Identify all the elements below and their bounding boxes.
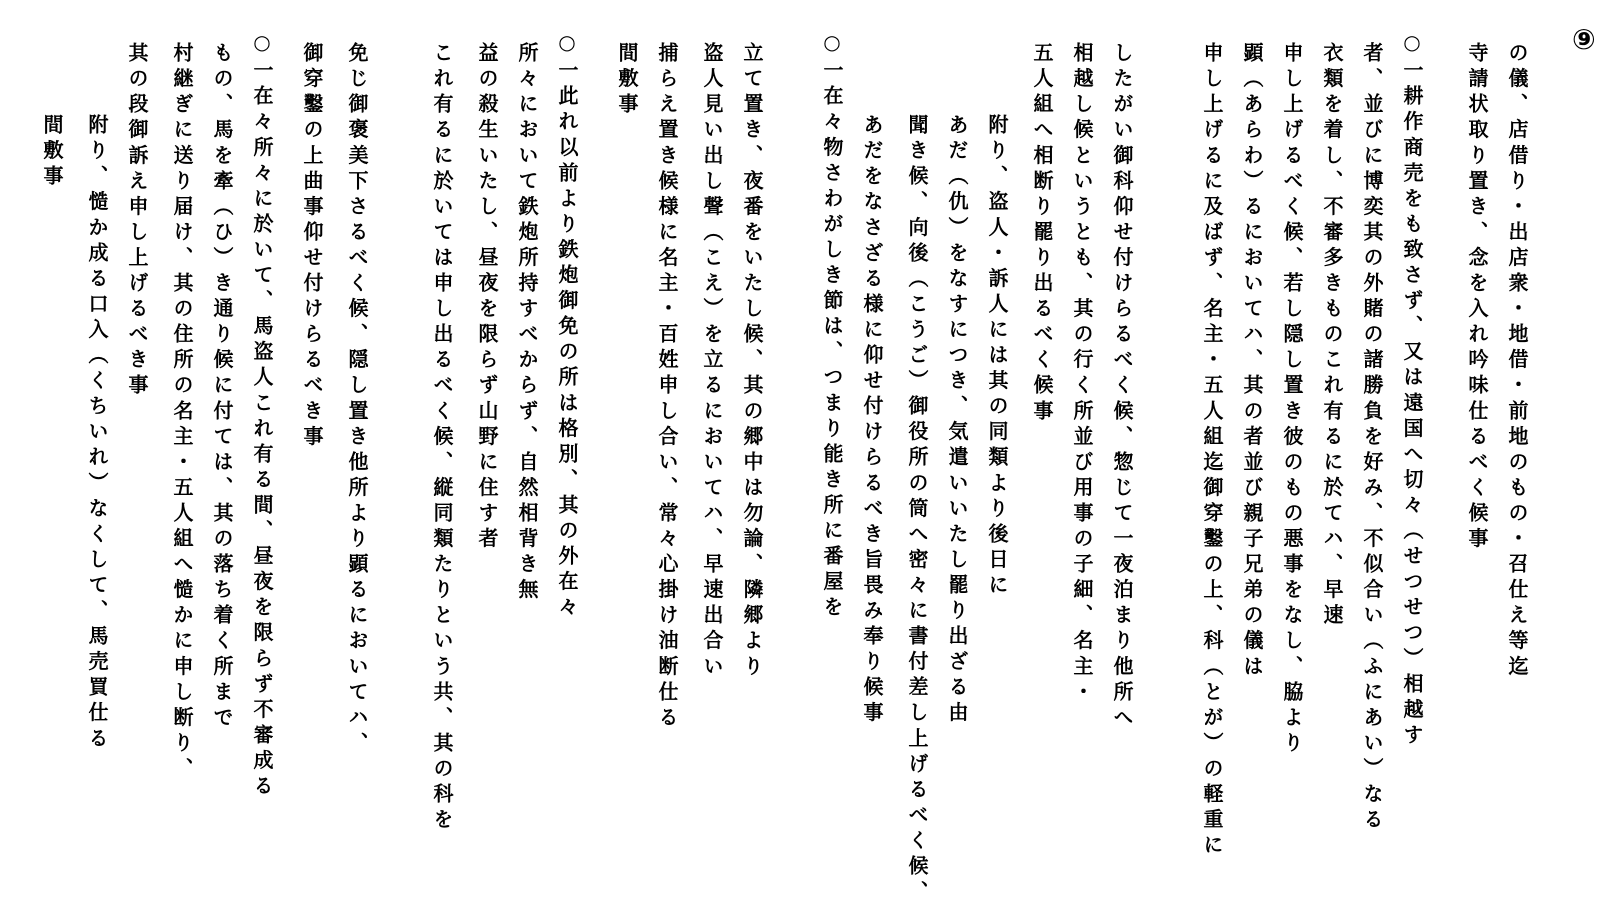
text-column-24: これ有るに於いては申し出るべく候、縦同類たりという共、其の科を	[430, 42, 454, 835]
text-column-32: 間敷事	[40, 114, 64, 191]
text-column-12: 附り、盗人・訴人には其の同類より後日に	[985, 114, 1009, 600]
text-column-28: もの、馬を牽（ひ）き通り候に付ては、其の落ち着く所まで	[210, 42, 234, 732]
text-column-13: あだ（仇）をなすにつき、気遣いいたし罷り出ざる由	[945, 114, 969, 728]
text-column-3: ○一耕作商売をも致さず、又は遠国へ切々（せつせつ）相越す	[1400, 30, 1424, 750]
text-column-14: 聞き候、向後（こうご）御役所の筒へ密々に書付差し上げるべく候、	[905, 114, 929, 906]
text-column-17: 立て置き、夜番をいたし候、其の郷中は勿論、隣郷より	[740, 42, 764, 681]
text-column-16: ○一在々物さわがしき節は、つまり能き所に番屋を	[820, 30, 844, 622]
text-column-26: 御穿鑿の上曲事仰せ付けらるべき事	[300, 42, 324, 451]
text-column-9: したがい御科仰せ付けらるべく候、惣じて一夜泊まり他所へ	[1110, 42, 1134, 732]
text-column-19: 捕らえ置き候様に名主・百姓申し合い、常々心掛け油断仕る	[655, 42, 679, 732]
text-column-31: 附り、慥か成る口入（くちいれ）なくして、馬売買仕る	[85, 114, 109, 753]
text-column-23: 益の殺生いたし、昼夜を限らず山野に住す者	[475, 42, 499, 553]
text-column-6: 申し上げるべく候、若し隠し置き彼のもの悪事をなし、脇より	[1280, 42, 1304, 758]
text-column-4: 者、並びに博奕其の外賭の諸勝負を好み、不似合い（ふにあい）なる	[1360, 42, 1384, 835]
text-column-27: ○一在々所々に於いて、馬盗人これ有る間、昼夜を限らず不審成る	[250, 30, 274, 801]
text-column-20: 間敷事	[615, 42, 639, 119]
text-column-1: の儀、店借り・出店衆・地借・前地のもの・召仕え等迄	[1505, 42, 1529, 681]
text-column-8: 申し上げるに及ばず、名主・五人組迄御穿鑿の上、科（とが）の軽重に	[1200, 42, 1224, 860]
text-column-25: 免じ御褒美下さるべく候、隠し置き他所より顕るにおいてハ、	[345, 42, 369, 758]
text-column-7: 顕（あらわ）るにおいてハ、其の者並び親子兄弟の儀は	[1240, 42, 1264, 681]
text-column-2: 寺請状取り置き、念を入れ吟味仕るべく候事	[1465, 42, 1489, 553]
text-column-30: 其の段御訴え申し上げるべき事	[125, 42, 149, 400]
text-column-10: 相越し候というとも、其の行く所並び用事の子細、名主・	[1070, 42, 1094, 707]
text-column-22: 所々において鉄炮所持すべからず、自然相背き無	[515, 42, 539, 605]
text-column-15: あだをなさざる様に仰せ付けらるべき旨畏み奉り候事	[860, 114, 884, 728]
text-column-5: 衣類を着し、不審多きものこれ有るに於てハ、早速	[1320, 42, 1344, 630]
page-number: ⑨	[1572, 23, 1596, 56]
text-column-11: 五人組へ相断り罷り出るべく候事	[1030, 42, 1054, 426]
text-column-21: ○一此れ以前より鉄炮御免の所は格別、其の外在々	[555, 30, 579, 622]
text-column-29: 村継ぎに送り届け、其の住所の名主・五人組へ慥かに申し断り、	[170, 42, 194, 783]
text-column-18: 盗人見い出し聲（こえ）を立るにおいてハ、早速出合い	[700, 42, 724, 681]
